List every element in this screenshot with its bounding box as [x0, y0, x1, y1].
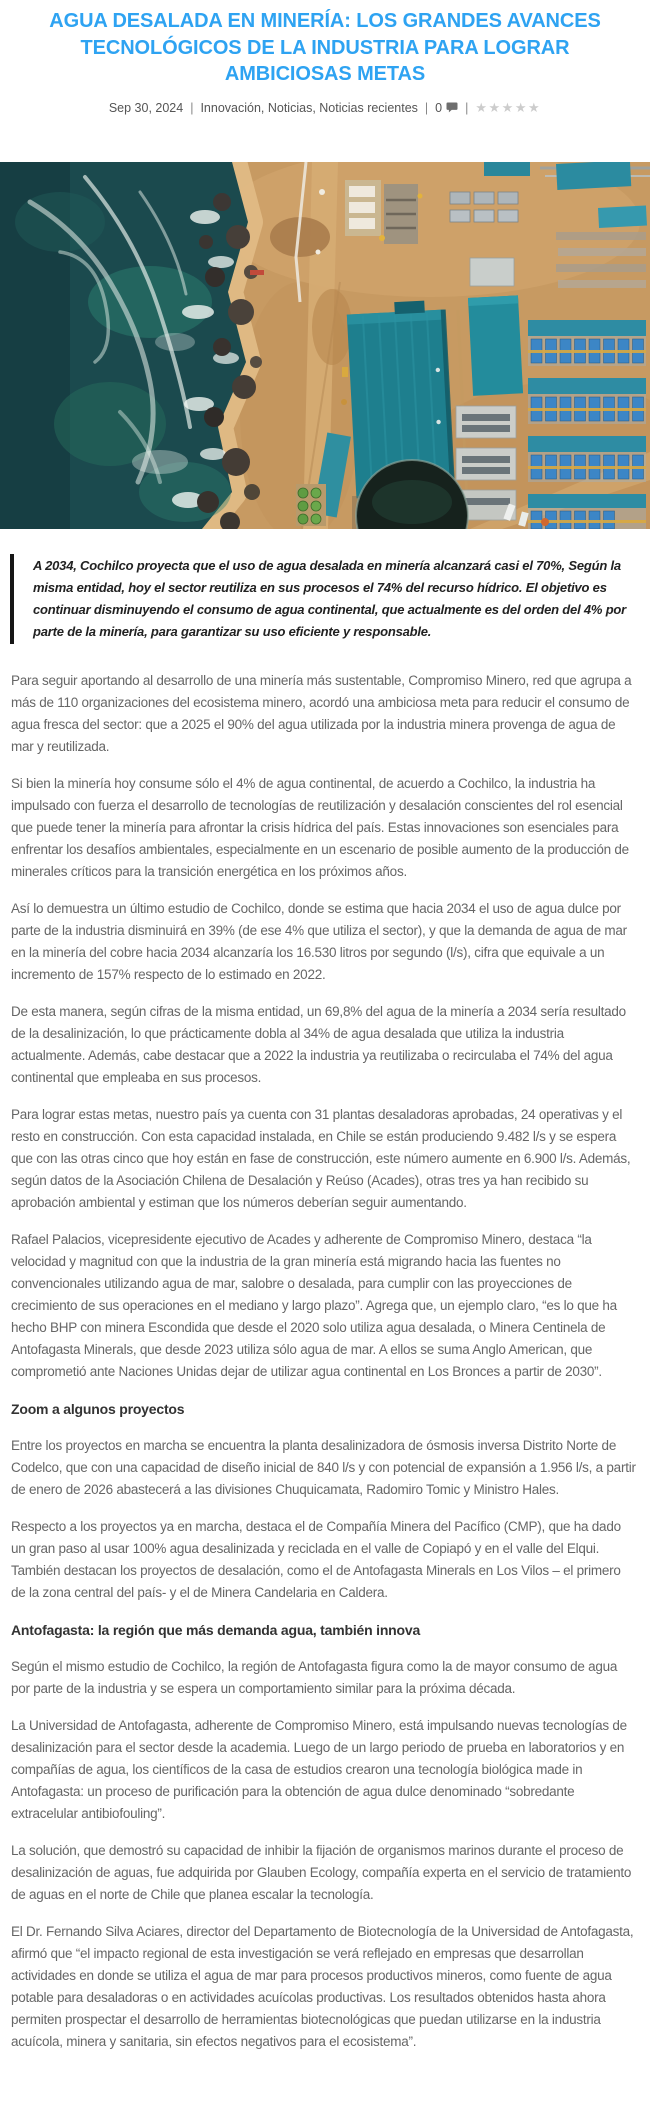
post-categories-link[interactable]: Innovación, Noticias, Noticias recientes	[200, 100, 418, 115]
paragraph: De esta manera, según cifras de la misma entidad, un 69,8% del agua de la minería a 2034 sería resultado de la desalinización, lo que prácticamente dobla al 34% de agua desalada que utiliza la industria actualmente. Además, cabe destacar que a 2022 la industria ya reutilizaba o recirculaba el 74% del agua continental que empleaba en sus procesos.	[11, 1003, 626, 1085]
paragraph: Para lograr estas metas, nuestro país ya cuenta con 31 plantas desaladoras aprobadas, 24 operativas y el resto en construcción. Con esta capacidad instalada, en Chile se están produciendo 9.482 l/s y se espera que con las otras cinco que hoy están en fase de construcción, este número aumente en 6.900 l/s. Además, según datos de la Asociación Chilena de Desalación y Reúso (Acades), otras tres ya han recibido su aprobación ambiental y estiman que los números deberían seguir aumentando.	[11, 1106, 631, 1210]
article-body	[0, 670, 650, 2086]
section-heading: Zoom a algunos proyectos	[11, 1400, 185, 1417]
secondary-building	[468, 295, 523, 395]
comments-count: 0	[435, 100, 443, 115]
meta-separator: |	[465, 100, 469, 115]
paragraph: Según el mismo estudio de Cochilco, la región de Antofagasta figura como la de mayor consumo de agua por parte de la industria y se espera un comportamiento similar para la próxima década.	[11, 1658, 618, 1696]
comments-link[interactable]	[435, 101, 458, 115]
hero-image	[0, 162, 650, 529]
meta-separator: |	[424, 100, 429, 115]
post-meta	[0, 100, 650, 116]
paragraph: La solución, que demostró su capacidad de inhibir la fijación de organismos marinos durante el proceso de desalinización de aguas, fue adquirida por Glauben Ecology, compañía experta en el servicio de tratamiento de aguas en el norte de Chile que planea escalar la tecnología.	[11, 1842, 632, 1902]
paragraph: Así lo demuestra un último estudio de Cochilco, donde se estima que hacia 2034 el uso de agua dulce por parte de la industria disminuirá en 39% (de ese 4% que utiliza el sector), y que la demanda de agua de mar en la minería del cobre hacia 2034 alcanzaría los 16.530 litros por segundo (l/s), cifra que equivale a un incremento de 157% respecto de lo estimado en 2022.	[11, 900, 627, 982]
lead-quote: A 2034, Cochilco proyecta que el uso de agua desalada en minería alcanzará casi el 70%, Según la misma entidad, hoy el sector reutiliza en sus procesos el 74% del recurso hídrico. El objetivo es continuar disminuyendo el consumo de agua continental, que actualmente es del orden del 4% por parte de la minería, para garantizar su uso eficiente y responsable.	[10, 554, 636, 644]
aerial-photo-desalination-plant	[0, 162, 650, 529]
meta-separator: |	[190, 100, 194, 115]
comment-bubble-icon	[446, 102, 458, 113]
paragraph: Si bien la minería hoy consume sólo el 4% de agua continental, de acuerdo a Cochilco, la industria ha impulsado con fuerza el desarrollo de tecnologías de reutilización y desalación conscientes del rol esencial que puede tener la minería para afrontar la crisis hídrica del país. Estas innovaciones son esenciales para enfrentar los desafíos ambientales, especialmente en un escenario de posible aumento de la producción de minerales críticos para la transición energética en los próximos años.	[11, 775, 629, 879]
section-heading: Antofagasta: la región que más demanda agua, también innova	[11, 1621, 421, 1638]
rating-stars[interactable]: ★★★★★	[475, 99, 542, 115]
page-title: AGUA DESALADA EN MINERÍA: LOS GRANDES AVANCES TECNOLÓGICOS DE LA INDUSTRIA PARA LOGRAR AMBICIOSAS METAS	[49, 10, 601, 86]
paragraph: Para seguir aportando al desarrollo de una minería más sustentable, Compromiso Minero, red que agrupa a más de 110 organizaciones del ecosistema minero, acordó una ambiciosa meta para reducir el consumo de agua fresca del sector: que a 2025 el 90% del agua utilizada por la industria minera provenga de agua de mar y reutilizada.	[11, 672, 632, 754]
paragraph: Entre los proyectos en marcha se encuentra la planta desalinizadora de ósmosis inversa Distrito Norte de Codelco, que con una capacidad de diseño inicial de 840 l/s y con potencial de expansión a 1.956 l/s, a partir de enero de 2026 abastecerá a las divisiones Chuquicamata, Radomiro Tomic y Ministro Hales.	[11, 1437, 636, 1497]
paragraph: Rafael Palacios, vicepresidente ejecutivo de Acades y adherente de Compromiso Minero, destaca “la velocidad y magnitud con que la industria de la gran minería está migrando hacia las fuentes no convencionales utilizando agua de mar, salobre o desalada, para cumplir con las proyecciones de crecimiento de sus operaciones en el mediano y largo plazo”. Agrega que, un ejemplo claro, “es lo que ha hecho BHP con minera Escondida que desde el 2020 solo utiliza agua desalada, o Minera Centinela de Antofagasta Minerals, que desde 2023 utiliza sólo agua de mar. A ellos se suma Anglo American, que comprometió ante Naciones Unidas dejar de utilizar agua continental en Los Bronces a partir de 2030”.	[11, 1231, 617, 1379]
post-date: Sep 30, 2024	[108, 100, 184, 115]
paragraph: El Dr. Fernando Silva Aciares, director del Departamento de Biotecnología de la Universidad de Antofagasta, afirmó que “el impacto regional de esta investigación se verá reflejado en empresas que desarrollan actividades en donde se utiliza el agua de mar para procesos productivos mineros, como fuente de agua potable para desaladoras o en actividades acuícolas productivas. Los resultados obtenidos hasta ahora permiten prospectar el desarrollo de herramientas biotecnológicas que puedan utilizarse en la industria acuícola, minera y sanitaria, sin efectos negativos para el ecosistema”.	[11, 1923, 634, 2049]
paragraph: La Universidad de Antofagasta, adherente de Compromiso Minero, está impulsando nuevas tecnologías de desalinización para el sector desde la academia. Luego de un largo periodo de prueba en laboratorios y en compañías de agua, los científicos de la casa de estudios crearon una tecnología biológica made in Antofagasta: un proceso de purificación para la obtención de agua dulce denominado “sobredante extracelular antibiofouling”.	[11, 1717, 627, 1821]
paragraph: Respecto a los proyectos ya en marcha, destaca el de Compañía Minera del Pacífico (CMP), que ha dado un gran paso al usar 100% agua desalinizada y reciclada en el valle de Copiapó y en el valle del Elqui. También destacan los proyectos de desalación, como el de Antofagasta Minerals en Los Vilos – el primero de la zona central del país- y el de Minera Candelaria en Caldera.	[11, 1518, 621, 1600]
